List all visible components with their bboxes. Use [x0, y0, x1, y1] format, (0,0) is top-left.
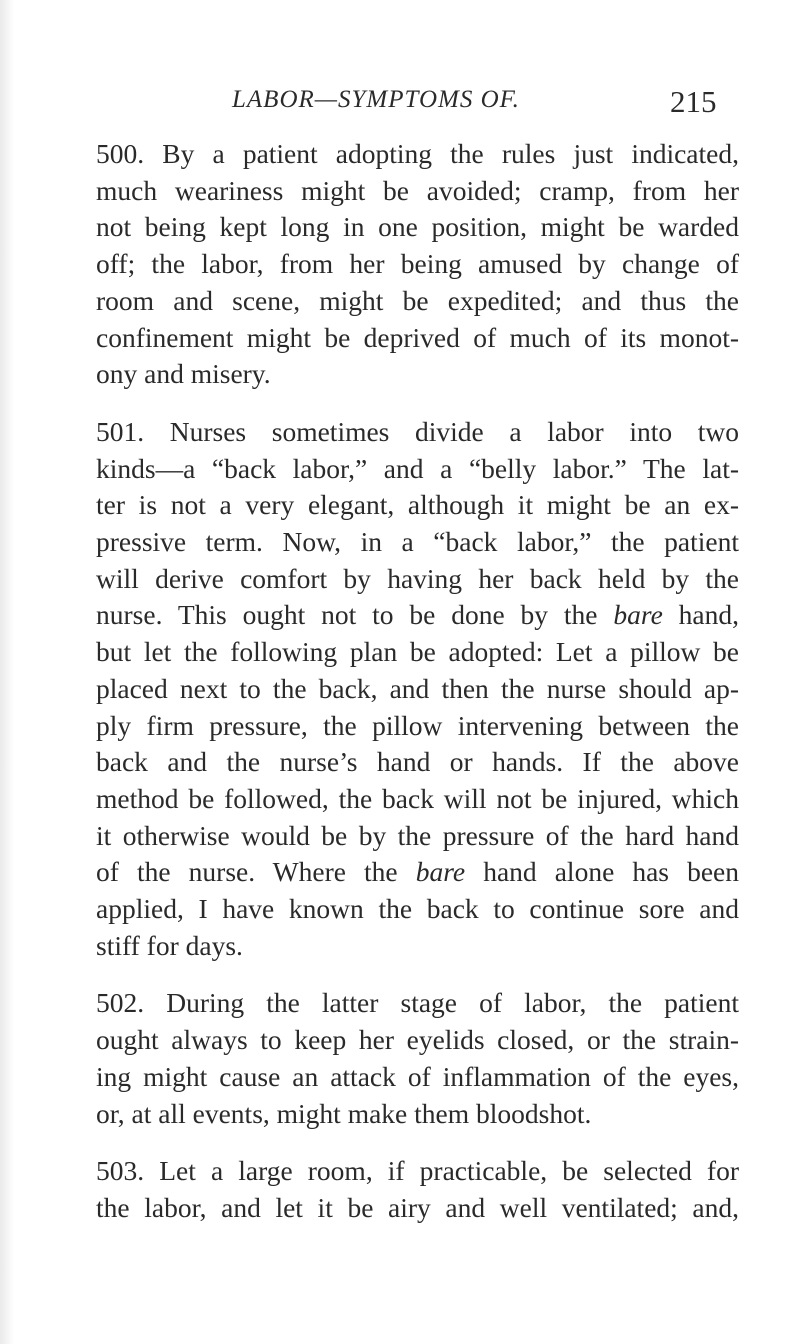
text-line: 502. During the latter stage of labor, the patient: [96, 987, 739, 1019]
text-line: method be followed, the back will not be injured, which: [96, 782, 739, 814]
text-line: back and the nurse’s hand or hands. If the above: [96, 746, 739, 778]
paragraph-503: [64, 1153, 739, 1226]
text-line: confinement might be deprived of much of its monot-: [96, 321, 739, 353]
paragraph-502: [64, 985, 739, 1132]
body-text: [64, 136, 739, 1248]
text-fragment: nurse. This ought not to be done by the: [96, 599, 614, 631]
text-line: but let the following plan be adopted: Let a pillow be: [96, 636, 739, 668]
text-line: ter is not a very elegant, although it might be an ex-: [96, 489, 739, 521]
text-line: 501. Nurses sometimes divide a labor into two: [96, 415, 739, 447]
text-line: it otherwise would be by the pressure of the hard hand: [96, 819, 739, 851]
paragraph-500: [64, 136, 739, 393]
paragraph-501: [64, 414, 739, 965]
text-line: ing might cause an attack of inflammation of the eyes,: [96, 1060, 739, 1092]
text-line: room and scene, might be expedited; and thus the: [96, 284, 739, 316]
text-line: 503. Let a large room, if practicable, be selected for: [96, 1155, 739, 1187]
text-fragment: hand,: [662, 599, 739, 631]
running-head: LABOR—SYMPTOMS OF.: [232, 86, 520, 113]
text-line: stiff for days.: [96, 929, 243, 961]
text-line: pressive term. Now, in a “back labor,” the patient: [96, 526, 739, 558]
text-line: placed next to the back, and then the nurse should ap-: [96, 672, 739, 704]
text-line: [64, 597, 739, 634]
text-line: ony and misery.: [96, 358, 271, 390]
italic-word: bare: [613, 599, 663, 631]
text-line: [64, 854, 739, 891]
italic-word: bare: [415, 856, 466, 888]
text-line: will derive comfort by having her back held by the: [96, 562, 739, 594]
text-fragment: hand alone has been: [465, 856, 739, 888]
text-line: kinds—a “back labor,” and a “belly labor.” The lat-: [96, 452, 739, 484]
text-fragment: of the nurse. Where the: [96, 856, 416, 888]
text-line: ought always to keep her eyelids closed, or the strain-: [96, 1024, 739, 1056]
text-line: much weariness might be avoided; cramp, from her: [96, 174, 739, 206]
text-line: 500. By a patient adopting the rules just indicated,: [96, 138, 739, 169]
page-edge-shadow: [0, 0, 14, 1344]
text-line: off; the labor, from her being amused by change of: [96, 248, 739, 280]
text-line: not being kept long in one position, might be warded: [96, 211, 739, 243]
text-line: ply firm pressure, the pillow intervening between the: [96, 709, 739, 741]
text-line: applied, I have known the back to continue sore and: [96, 893, 739, 925]
text-line: the labor, and let it be airy and well ventilated; and,: [96, 1191, 739, 1223]
page-number: 215: [670, 84, 717, 119]
text-line: or, at all events, might make them bloodshot.: [96, 1097, 592, 1129]
